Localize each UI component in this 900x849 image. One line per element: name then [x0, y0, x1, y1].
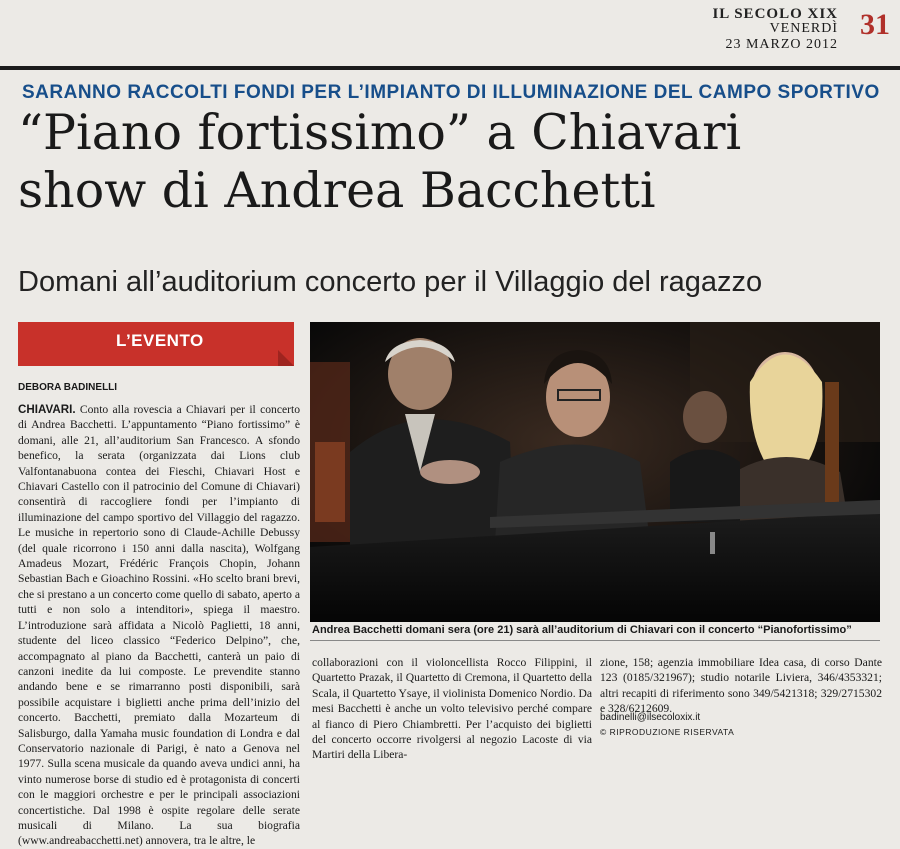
- body-text-1: Conto alla rovescia a Chiavari per il concerto di Andrea Bacchetti. L’appuntamento “Piano fortissimo” è domani, alle 21, all’auditorium San Francesco. A sfondo benefico, la serata (organizzata dai Lions club Valfontanabuona contea dei Fieschi, Chiavari Host e Chiavari Castello con il patrocinio del Comune di Chiavari) consentirà di raccogliere fondi per l’impianto di illuminazione del campo sportivo del Villaggio del ragazzo. Le musiche in repertorio sono di Claude-Achille Debussy (del quale ricorrono i 150 anni dalla nascita), Wolfgang Amadeus Mozart, Frédéric François Chopin, Johann Sebastian Bach e Gioachino Rossini. «Ho scelto brani brevi, che si prestano a un concerto come quello di sabato, aperto a tutti e non solo a intenditori», spiega il maestro. L’introduzione sarà affidata a Nicolò Paglietti, 18 anni, studente del liceo classico “Federico Delpino”, che, accompagnato al piano da Bacchetti, canterà un paio di canzoni inedite da lui composte. Le prevendite stanno andando bene e se rimarranno posti disponibili, sarà possibile acquistare i biglietti anche prima dell’inizio del concerto. Bacchetti, premiato dalla Mozarteum di Salisburgo, dalla Yamaha music foundation di Londra e dal Conservatorio nazionale di Parigi, è nato a Genova nel 1977. Sulla scena musicale da quando aveva undici anni, ha vinto numerose borse di studio ed è protagonista di concerti con le maggiori orchestre e per le principali associazioni concertistiche. Dal 1998 è ospite regolare delle serate musicali di Milano. La sua biografia (www.andreabacchetti.net) annovera, tra le altre, le: [18, 403, 301, 848]
- section-tag-label: L’EVENTO: [116, 331, 204, 350]
- masthead: [0, 0, 900, 64]
- photo-caption: Andrea Bacchetti domani sera (ore 21) sarà all’auditorium di Chiavari con il concerto “Pianofortissimo”: [312, 624, 852, 636]
- article-body-column-3: zione, 158; agenzia immobiliare Idea casa, di corso Dante 123 (0185/321967); studio notarile Liviera, 346/4353321; altri recapiti di riferimento sono 349/5421318; 329/2715302 e 328/6212609.: [600, 656, 882, 716]
- newspaper-name: IL SECOLO XIX: [712, 6, 838, 22]
- article-photo: [310, 322, 880, 622]
- article-dateline: CHIAVARI.: [18, 403, 76, 416]
- article-subheadline: Domani all’auditorium concerto per il Villaggio del ragazzo: [18, 266, 763, 298]
- page-number: 31: [860, 8, 890, 41]
- author-email: badinelli@ilsecoloxix.it: [600, 712, 701, 723]
- section-tag-fold: [278, 350, 294, 366]
- issue-date: 23 MARZO 2012: [725, 37, 838, 52]
- article-kicker: SARANNO RACCOLTI FONDI PER L’IMPIANTO DI ILLUMINAZIONE DEL CAMPO SPORTIVO: [22, 82, 880, 103]
- headline-line-2: show di Andrea Bacchetti: [18, 162, 656, 219]
- issue-weekday: VENERDÌ: [769, 21, 838, 36]
- article-byline: DEBORA BADINELLI: [18, 382, 118, 393]
- caption-divider: [310, 640, 880, 641]
- masthead-divider: [0, 66, 900, 70]
- article-body-column-1: [18, 402, 301, 848]
- copyright-notice: © RIPRODUZIONE RISERVATA: [600, 727, 735, 737]
- article-headline: [18, 104, 888, 220]
- headline-line-1: “Piano fortissimo” a Chiavari: [18, 104, 742, 161]
- concert-photo-illustration: [310, 322, 880, 622]
- section-tag: [18, 322, 294, 366]
- article-body-column-2: collaborazioni con il violoncellista Rocco Filippini, il Quartetto Prazak, il Quartetto di Cremona, il Quartetto della Scala, il Quartetto Ysaye, il violinista Domenico Nordio. Da mesi Bacchetti è anche un volto televisivo perché compare al fianco di Piero Chiambretti. Per l’acquisto dei biglietti del concerto occorre rivolgersi al negozio Lacoste di via Martiri della Libera-: [312, 656, 593, 762]
